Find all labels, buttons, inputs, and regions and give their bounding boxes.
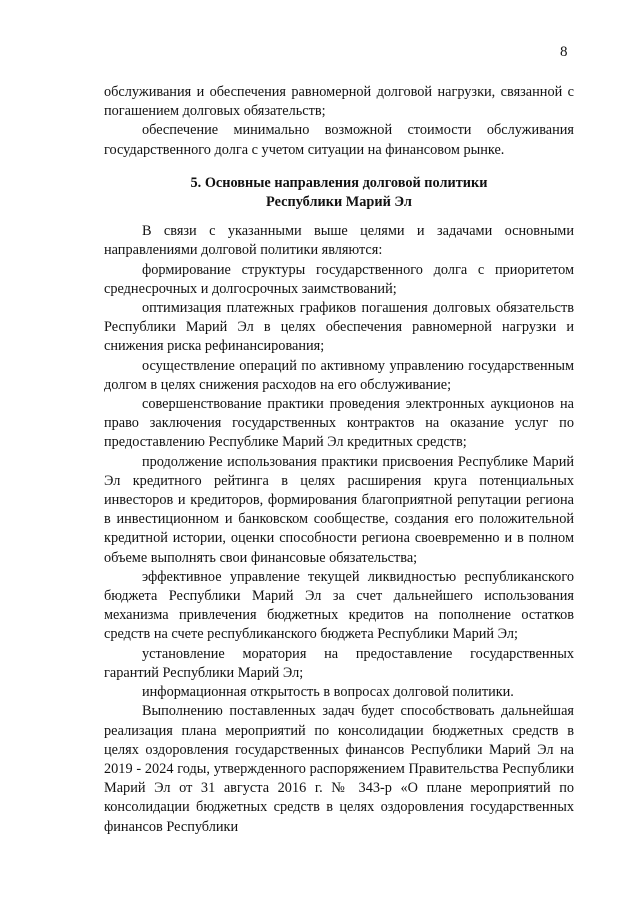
paragraph-consolidation-plan: Выполнению поставленных задач будет способствовать дальнейшая реализация плана мероприятий по консолидации бюджетных средств в целях оздоровления государственных финансов Республики Марий Эл на 2019 - 2024 годы, утвержденного распоряжением Правительства Республики Марий Эл от 31 августа 2016 г. № 343-р «О плане мероприятий по консолидации бюджетных средств в целях оздоровления государственных финансов Республики bbox=[104, 703, 574, 835]
paragraph-credit-rating: продолжение использования практики присвоения Республике Марий Эл кредитного рейтинга в целях расширения круга потенциальных инвесторов и кредиторов, формирования благоприятной репутации региона в инвестиционном и банковском сообществе, создания его положительной кредитной истории, оценки способности региона своевременно и в полном объеме выполнять свои финансовые обязательства; bbox=[104, 453, 574, 566]
paragraph-intro-directions: В связи с указанными выше целями и задачами основными направлениями долговой политики являются: bbox=[104, 223, 574, 259]
paragraph-debt-structure: формирование структуры государственного долга с приоритетом среднесрочных и долгосрочных заимствований; bbox=[104, 261, 574, 297]
paragraph-information-openness: информационная открытость в вопросах долговой политики. bbox=[142, 684, 514, 701]
paragraph-continuation: обслуживания и обеспечения равномерной долговой нагрузки, связанной с погашением долговых обязательств; bbox=[104, 84, 574, 120]
page-content bbox=[104, 83, 574, 837]
section-heading-line-1: 5. Основные направления долговой политики bbox=[190, 174, 488, 191]
paragraph-guarantees-moratorium: установление моратория на предоставление государственных гарантий Республики Марий Эл; bbox=[104, 645, 574, 681]
section-heading bbox=[104, 174, 574, 212]
paragraph-liquidity-management: эффективное управление текущей ликвидностью республиканского бюджета Республики Марий Эл за счет дальнейшего использования механизма привлечения бюджетных кредитов на пополнение остатков средств на счете республиканского бюджета Республики Марий Эл; bbox=[104, 568, 574, 643]
paragraph-electronic-auctions: совершенствование практики проведения электронных аукционов на право заключения государственных контрактов на оказание услуг по предоставлению Республике Марий Эл кредитных средств; bbox=[104, 396, 574, 451]
page-number: 8 bbox=[560, 44, 568, 60]
paragraph-payment-schedules: оптимизация платежных графиков погашения долговых обязательств Республики Марий Эл в целях обеспечения равномерной нагрузки и снижения риска рефинансирования; bbox=[104, 300, 574, 355]
paragraph-active-management: осуществление операций по активному управлению государственным долгом в целях снижения расходов на его обслуживание; bbox=[104, 357, 574, 393]
section-heading-line-2: Республики Марий Эл bbox=[266, 194, 412, 211]
paragraph-minimal-cost: обеспечение минимально возможной стоимости обслуживания государственного долга с учетом ситуации на финансовом рынке. bbox=[104, 122, 574, 158]
